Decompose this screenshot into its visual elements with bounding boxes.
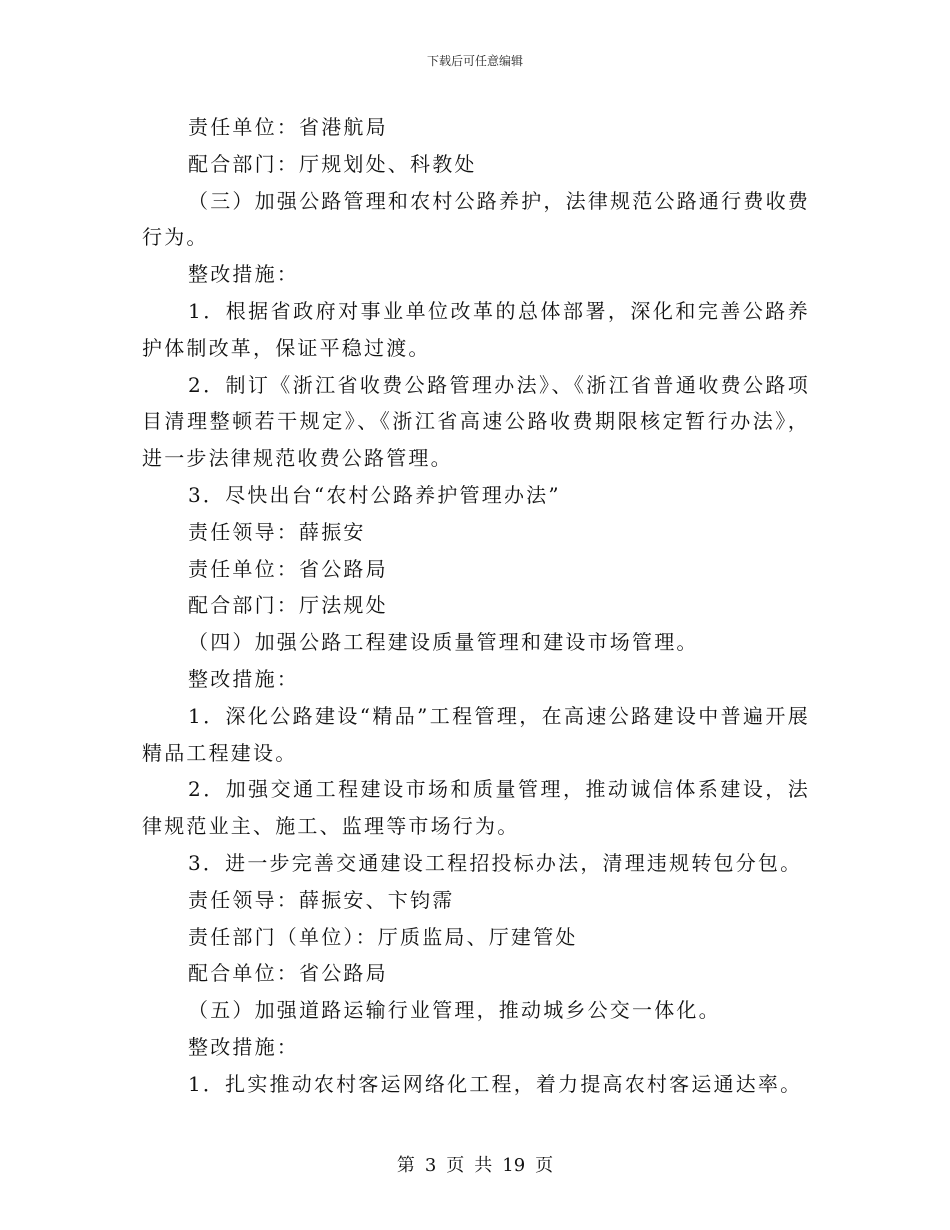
paragraph: 整改措施：	[188, 262, 299, 287]
paragraph: 配合部门：厅规划处、科教处	[188, 151, 477, 176]
page-footer	[0, 1155, 950, 1177]
total-prefix: 共	[474, 1155, 493, 1176]
total-pages: 19	[502, 1155, 526, 1176]
paragraph: 整改措施：	[188, 1034, 299, 1059]
paragraph: 配合单位：省公路局	[188, 961, 388, 986]
paragraph: 配合部门：厅法规处	[188, 593, 388, 618]
total-unit: 页	[535, 1155, 554, 1176]
section-heading: （四）加强公路工程建设质量管理和建设市场管理。	[188, 630, 699, 655]
page-prefix: 第	[396, 1155, 415, 1176]
page-header: 下载后可任意编辑	[426, 54, 523, 68]
page-number: 3	[424, 1155, 437, 1176]
list-item: 2．制订《浙江省收费公路管理办法》、《浙江省普通收费公路项目清理整顿若干规定》、《浙江省高速公路收费期限核定暂行办法》，进一步法律规范收费公路管理。	[142, 372, 810, 471]
list-item: 2．加强交通工程建设市场和质量管理，推动诚信体系建设，法律规范业主、施工、监理等市场行为。	[142, 777, 810, 839]
paragraph: 责任单位：省公路局	[188, 556, 388, 581]
list-item: 1．扎实推动农村客运网络化工程，着力提高农村客运通达率。	[188, 1071, 803, 1096]
paragraph: 整改措施：	[188, 666, 299, 691]
list-item: 3．尽快出台“农村公路养护管理办法”	[188, 482, 561, 507]
page-unit: 页	[446, 1155, 465, 1176]
paragraph: 责任领导：薛振安	[188, 519, 366, 544]
list-item: 1．根据省政府对事业单位改革的总体部署，深化和完善公路养护体制改革，保证平稳过渡。	[142, 298, 810, 360]
list-item: 1．深化公路建设“精品”工程管理，在高速公路建设中普遍开展精品工程建设。	[142, 703, 810, 765]
paragraph: 责任部门（单位）：厅质监局、厅建管处	[188, 924, 578, 949]
section-heading: （三）加强公路管理和农村公路养护，法律规范公路通行费收费行为。	[142, 188, 810, 250]
paragraph: 责任领导：薛振安、卞钧霈	[188, 887, 455, 912]
section-heading: （五）加强道路运输行业管理，推动城乡公交一体化。	[188, 998, 721, 1023]
list-item: 3．进一步完善交通建设工程招投标办法，清理违规转包分包。	[188, 850, 803, 875]
document-body	[142, 109, 810, 1103]
paragraph: 责任单位：省港航局	[188, 115, 388, 139]
